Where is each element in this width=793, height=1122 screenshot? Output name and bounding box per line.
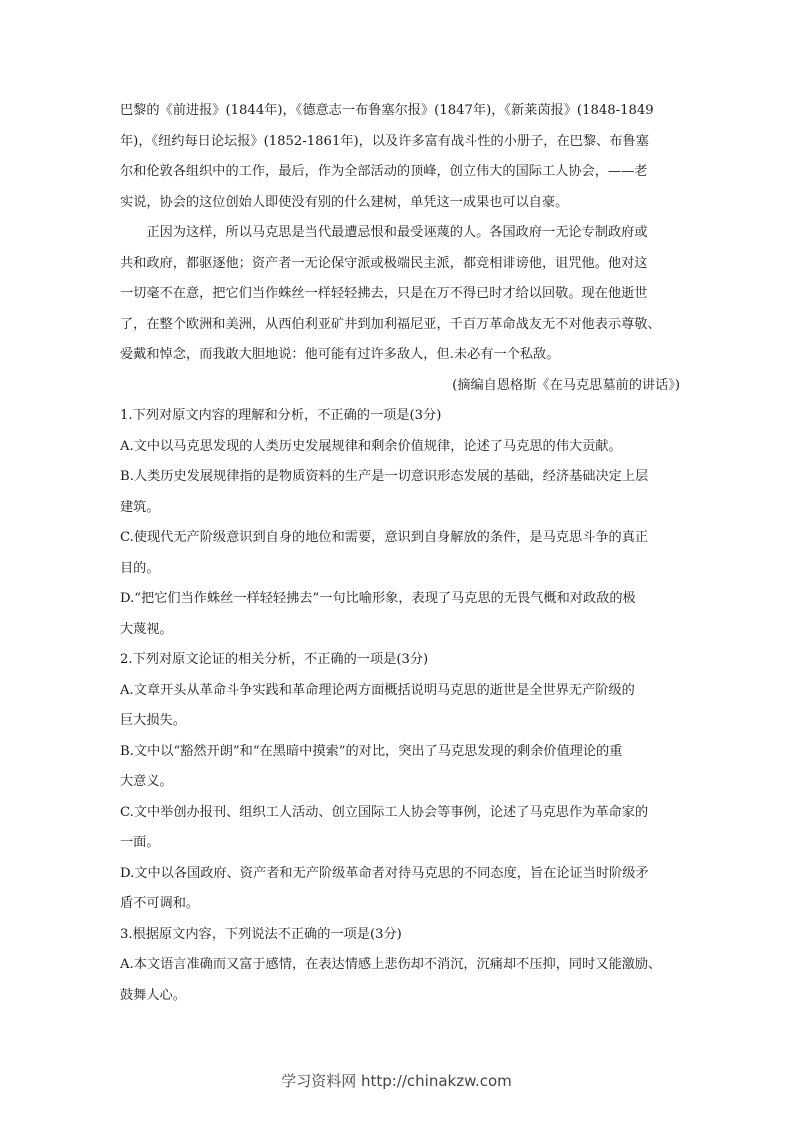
footer-watermark[interactable]: 学习资料网 http://chinakzw.com	[281, 1072, 512, 1090]
option-line: A.本文语言准确而又富于感情，在表达情感上悲伤却不消沉，沉痛却不压抑，同时又能激励、	[120, 957, 662, 972]
question-1	[120, 401, 680, 645]
option-line: B.人类历史发展规律指的是物质资料的生产是一切意识形态发展的基础，经济基础决定上层	[120, 469, 649, 484]
option-line: D.“把它们当作蛛丝一样轻轻拂去”一句比喻形象，表现了马克思的无畏气概和对政敌的极	[120, 591, 636, 606]
text-line: 实说，协会的这位创始人即使没有别的什么建树，单凭这一成果也可以自豪。	[120, 194, 569, 210]
text-line: 尔和伦敦各组织中的工作，最后，作为全部活动的顶峰，创立伟大的国际工人协会，——老	[120, 164, 648, 179]
option-line: 大意义。	[120, 774, 173, 789]
paragraph-2	[120, 218, 680, 371]
option-a	[120, 676, 680, 737]
text-line: 爱戴和悼念，而我敢大胆地说：他可能有过许多敌人，但.未必有一个私敌。	[120, 347, 560, 362]
text-line: 共和政府，都驱逐他；资产者一无论保守派或极端民主派，都竞相诽谤他，诅咒他。他对这	[120, 255, 648, 271]
text-line: 一切毫不在意，把它们当作蛛丝一样轻轻拂去，只是在万不得已时才给以回敬。现在他逝世	[120, 286, 648, 301]
question-3	[120, 920, 680, 1012]
option-line: 一面。	[120, 835, 160, 850]
option-line: 盾不可调和。	[120, 896, 200, 911]
option-line: B.文中以“豁然开朗”和“在黑暗中摸索”的对比，突出了马克思发现的剩余价值理论的重	[120, 743, 623, 759]
option-a	[120, 950, 680, 1011]
question-stem: 2.下列对原文论证的相关分析，不正确的一项是(3分)	[120, 652, 429, 667]
option-line: 目的。	[120, 560, 160, 576]
option-line: A.文中以马克思发现的人类历史发展规律和剩余价值规律，论述了马克思的伟大贡献。	[120, 438, 622, 454]
text-line: 年)，《纽约每日论坛报》(1852-1861年)，以及许多富有战斗性的小册子，在巴黎、布鲁塞	[120, 133, 649, 149]
option-d	[120, 584, 680, 645]
option-b	[120, 462, 680, 523]
option-d	[120, 859, 680, 920]
question-stem: 1.下列对原文内容的理解和分析，不正确的一项是(3分)	[120, 408, 442, 423]
text-line: 了，在整个欧洲和美洲，从西伯利亚矿井到加利福尼亚，千百万革命战友无不对他表示尊敬、	[120, 316, 661, 332]
paragraph-1	[120, 96, 680, 218]
text-line: 巴黎的《前进报》(1844年)，《德意志一布鲁塞尔报》(1847年)，《新莱茵报》(1848-1849	[120, 103, 654, 118]
question-2	[120, 645, 680, 920]
option-c	[120, 798, 680, 859]
option-line: C.文中举创办报刊、组织工人活动、创立国际工人协会等事例，论述了马克思作为革命家的	[120, 804, 649, 820]
option-line: 建筑。	[120, 499, 160, 515]
source-citation: (摘编自恩格斯《在马克思墓前的讲话》)	[452, 377, 680, 393]
option-line: C.使现代无产阶级意识到自身的地位和需要，意识到自身解放的条件，是马克思斗争的真正	[120, 530, 649, 545]
text-line: 正因为这样，所以马克思是当代最遭忌恨和最受诬蔑的人。各国政府一无论专制政府或	[146, 225, 648, 240]
option-a	[120, 432, 680, 463]
question-stem: 3.根据原文内容，下列说法不正确的一项是(3分)	[120, 926, 402, 942]
document-body	[120, 96, 680, 1011]
option-b	[120, 737, 680, 798]
option-line: 巨大损失。	[120, 713, 186, 728]
option-c	[120, 523, 680, 584]
option-line: A.文章开头从革命斗争实践和革命理论两方面概括说明马克思的逝世是全世界无产阶级的	[120, 682, 635, 698]
option-line: D.文中以各国政府、资产者和无产阶级革命者对待马克思的不同态度，旨在论证当时阶级矛	[120, 865, 649, 881]
option-line: 鼓舞人心。	[120, 987, 186, 1003]
option-line: 大蔑视。	[120, 621, 173, 637]
